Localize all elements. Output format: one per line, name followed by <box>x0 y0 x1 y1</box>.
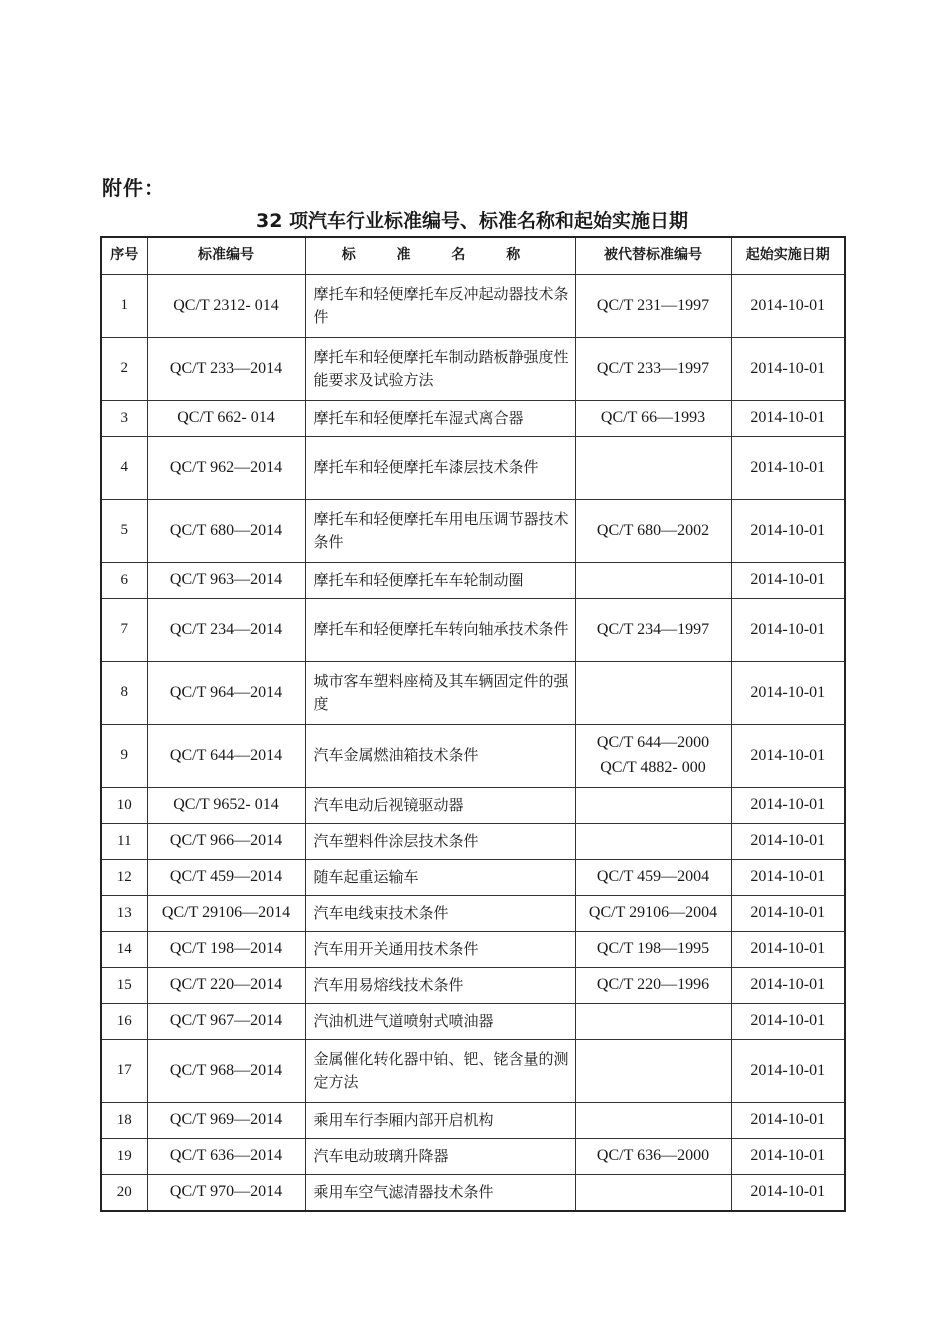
table-row <box>101 788 845 824</box>
row-seq: 11 <box>101 824 147 860</box>
effective-date: 2014-10-01 <box>731 1175 845 1211</box>
effective-date: 2014-10-01 <box>731 662 845 725</box>
standard-name: 城市客车塑料座椅及其车辆固定件的强度 <box>305 662 575 725</box>
replaced-code: QC/T 198—1995 <box>596 940 710 958</box>
effective-date: 2014-10-01 <box>731 725 845 788</box>
replaced-standards <box>575 599 731 662</box>
standard-code: QC/T 29106—2014 <box>147 896 305 932</box>
replaced-standards <box>575 1040 731 1103</box>
row-seq: 16 <box>101 1004 147 1040</box>
effective-date: 2014-10-01 <box>731 338 845 401</box>
effective-date: 2014-10-01 <box>731 932 845 968</box>
effective-date: 2014-10-01 <box>731 788 845 824</box>
standard-name: 汽车电线束技术条件 <box>305 896 575 932</box>
standard-name: 摩托车和轻便摩托车漆层技术条件 <box>305 437 575 500</box>
replaced-standards <box>575 401 731 437</box>
row-seq: 15 <box>101 968 147 1004</box>
replaced-standards <box>575 338 731 401</box>
replaced-standards <box>575 563 731 599</box>
replaced-code: QC/T 66—1993 <box>600 409 706 427</box>
standard-name: 摩托车和轻便摩托车车轮制动圈 <box>305 563 575 599</box>
replaced-standards <box>575 662 731 725</box>
table-body <box>101 275 845 1211</box>
table-row <box>101 275 845 338</box>
standard-code: QC/T 969—2014 <box>147 1103 305 1139</box>
row-seq: 9 <box>101 725 147 788</box>
effective-date: 2014-10-01 <box>731 1139 845 1175</box>
table-row <box>101 725 845 788</box>
standard-code: QC/T 636—2014 <box>147 1139 305 1175</box>
effective-date: 2014-10-01 <box>731 1103 845 1139</box>
replaced-standards <box>575 725 731 788</box>
replaced-code: QC/T 231—1997 <box>596 296 710 314</box>
table-row <box>101 1040 845 1103</box>
table-row <box>101 1175 845 1211</box>
replaced-code: QC/T 233—1997 <box>596 359 710 377</box>
table-row <box>101 896 845 932</box>
header-name: 标 准 名 称 <box>305 237 575 275</box>
row-seq: 17 <box>101 1040 147 1103</box>
standard-code: QC/T 233—2014 <box>147 338 305 401</box>
standard-code: QC/T 234—2014 <box>147 599 305 662</box>
replaced-standards <box>575 1004 731 1040</box>
row-seq: 7 <box>101 599 147 662</box>
standard-name: 汽车金属燃油箱技术条件 <box>305 725 575 788</box>
attachment-label: 附件： <box>102 176 165 200</box>
standard-name: 汽车用开关通用技术条件 <box>305 932 575 968</box>
standard-code: QC/T 963—2014 <box>147 563 305 599</box>
effective-date: 2014-10-01 <box>731 1004 845 1040</box>
standard-name: 乘用车行李厢内部开启机构 <box>305 1103 575 1139</box>
replaced-code: QC/T 644—2000 <box>596 734 710 752</box>
table-row <box>101 401 845 437</box>
table-row <box>101 932 845 968</box>
effective-date: 2014-10-01 <box>731 563 845 599</box>
standard-code: QC/T 9652- 014 <box>147 788 305 824</box>
standard-code: QC/T 459—2014 <box>147 860 305 896</box>
replaced-standards <box>575 932 731 968</box>
row-seq: 4 <box>101 437 147 500</box>
table-row <box>101 1004 845 1040</box>
standard-code: QC/T 967—2014 <box>147 1004 305 1040</box>
standard-code: QC/T 970—2014 <box>147 1175 305 1211</box>
effective-date: 2014-10-01 <box>731 275 845 338</box>
replaced-code: QC/T 220—1996 <box>596 976 710 994</box>
standard-code: QC/T 680—2014 <box>147 500 305 563</box>
replaced-code: QC/T 459—2004 <box>596 868 710 886</box>
row-seq: 6 <box>101 563 147 599</box>
standard-name: 摩托车和轻便摩托车转向轴承技术条件 <box>305 599 575 662</box>
effective-date: 2014-10-01 <box>731 1040 845 1103</box>
table-row <box>101 662 845 725</box>
row-seq: 20 <box>101 1175 147 1211</box>
table-row <box>101 824 845 860</box>
replaced-code: QC/T 29106—2004 <box>588 904 718 922</box>
standard-code: QC/T 662- 014 <box>147 401 305 437</box>
replaced-standards <box>575 1103 731 1139</box>
replaced-standards <box>575 968 731 1004</box>
standard-name: 汽车用易熔线技术条件 <box>305 968 575 1004</box>
replaced-standards <box>575 788 731 824</box>
replaced-standards <box>575 500 731 563</box>
standard-code: QC/T 2312- 014 <box>147 275 305 338</box>
standard-name: 汽油机进气道喷射式喷油器 <box>305 1004 575 1040</box>
row-seq: 19 <box>101 1139 147 1175</box>
standard-code: QC/T 968—2014 <box>147 1040 305 1103</box>
table-row <box>101 500 845 563</box>
table-row <box>101 599 845 662</box>
replaced-code: QC/T 4882- 000 <box>600 759 706 776</box>
table-row <box>101 968 845 1004</box>
standard-name: 摩托车和轻便摩托车湿式离合器 <box>305 401 575 437</box>
standard-name: 乘用车空气滤清器技术条件 <box>305 1175 575 1211</box>
replaced-code: QC/T 636—2000 <box>596 1147 710 1165</box>
effective-date: 2014-10-01 <box>731 401 845 437</box>
replaced-code: QC/T 234—1997 <box>596 620 710 638</box>
table-row <box>101 860 845 896</box>
table-row <box>101 563 845 599</box>
standard-code: QC/T 198—2014 <box>147 932 305 968</box>
replaced-standards <box>575 275 731 338</box>
replaced-standards <box>575 1175 731 1211</box>
replaced-standards <box>575 860 731 896</box>
standard-code: QC/T 964—2014 <box>147 662 305 725</box>
row-seq: 8 <box>101 662 147 725</box>
replaced-standards <box>575 824 731 860</box>
standard-code: QC/T 644—2014 <box>147 725 305 788</box>
standard-name: 汽车电动玻璃升降器 <box>305 1139 575 1175</box>
effective-date: 2014-10-01 <box>731 968 845 1004</box>
header-seq: 序号 <box>101 237 147 275</box>
standard-code: QC/T 962—2014 <box>147 437 305 500</box>
header-replaced: 被代替标准编号 <box>575 237 731 275</box>
replaced-standards <box>575 1139 731 1175</box>
row-seq: 10 <box>101 788 147 824</box>
table-row <box>101 338 845 401</box>
row-seq: 14 <box>101 932 147 968</box>
replaced-standards <box>575 896 731 932</box>
standard-code: QC/T 966—2014 <box>147 824 305 860</box>
row-seq: 12 <box>101 860 147 896</box>
standard-name: 汽车塑料件涂层技术条件 <box>305 824 575 860</box>
standard-name: 摩托车和轻便摩托车反冲起动器技术条件 <box>305 275 575 338</box>
standard-name: 摩托车和轻便摩托车用电压调节器技术条件 <box>305 500 575 563</box>
standard-name: 随车起重运输车 <box>305 860 575 896</box>
row-seq: 3 <box>101 401 147 437</box>
standard-name: 摩托车和轻便摩托车制动踏板静强度性能要求及试验方法 <box>305 338 575 401</box>
row-seq: 13 <box>101 896 147 932</box>
standard-code: QC/T 220—2014 <box>147 968 305 1004</box>
row-seq: 18 <box>101 1103 147 1139</box>
replaced-standards <box>575 437 731 500</box>
row-seq: 1 <box>101 275 147 338</box>
effective-date: 2014-10-01 <box>731 824 845 860</box>
header-date: 起始实施日期 <box>731 237 845 275</box>
effective-date: 2014-10-01 <box>731 500 845 563</box>
row-seq: 5 <box>101 500 147 563</box>
table-header-row <box>101 237 845 275</box>
document-title: 32 项汽车行业标准编号、标准名称和起始实施日期 <box>255 210 689 232</box>
effective-date: 2014-10-01 <box>731 896 845 932</box>
effective-date: 2014-10-01 <box>731 599 845 662</box>
standard-name: 金属催化转化器中铂、钯、铑含量的测定方法 <box>305 1040 575 1103</box>
effective-date: 2014-10-01 <box>731 437 845 500</box>
row-seq: 2 <box>101 338 147 401</box>
effective-date: 2014-10-01 <box>731 860 845 896</box>
table-row <box>101 437 845 500</box>
header-code: 标准编号 <box>147 237 305 275</box>
standards-table <box>100 236 846 1212</box>
table-row <box>101 1103 845 1139</box>
table-row <box>101 1139 845 1175</box>
replaced-code: QC/T 680—2002 <box>596 521 710 539</box>
standard-name: 汽车电动后视镜驱动器 <box>305 788 575 824</box>
